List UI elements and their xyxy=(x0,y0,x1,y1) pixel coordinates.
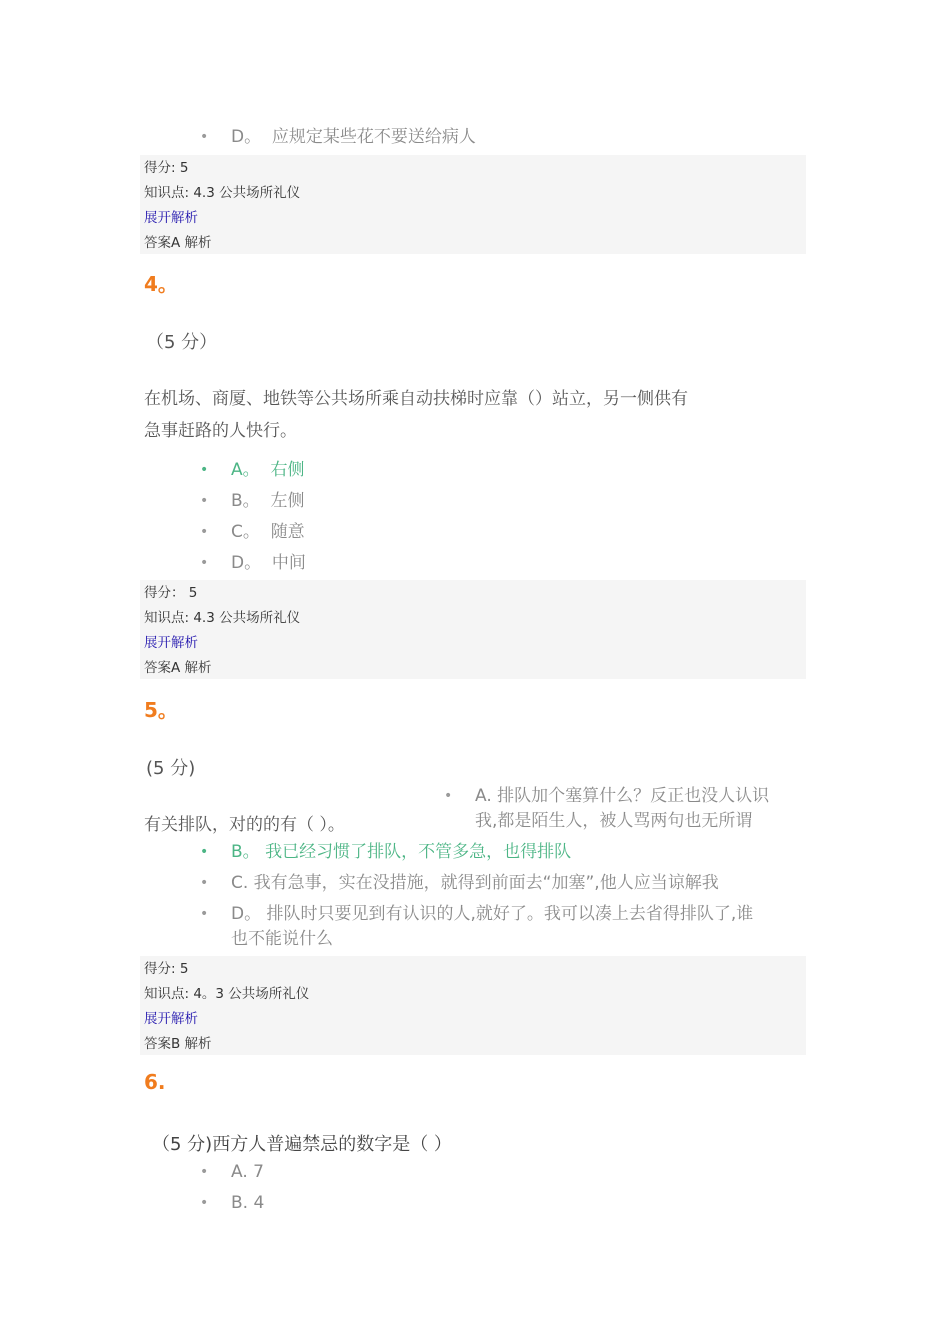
score: 得分： 5 xyxy=(144,585,198,601)
option-text: A. 排队加个塞算什么？反正也没人认识 xyxy=(475,786,770,806)
bullet-icon: • xyxy=(200,1164,209,1180)
answer-analysis: 答案A 解析 xyxy=(144,660,212,676)
option-text: 我,都是陌生人，被人骂两句也无所谓 xyxy=(475,811,753,831)
bullet-icon: • xyxy=(200,129,209,145)
question-stem: 有关排队，对的的有（ ）。 xyxy=(144,815,345,835)
option-text: B。 我已经习惯了排队，不管多急，也得排队 xyxy=(231,842,572,862)
knowledge-point: 知识点: 4.3 公共场所礼仪 xyxy=(144,610,301,626)
bullet-icon: • xyxy=(200,555,209,571)
stem-line: 急事赶路的人快行。 xyxy=(144,421,297,441)
bullet-icon: • xyxy=(200,906,209,922)
question-points: (5 分) xyxy=(146,758,196,779)
question-number: 5。 xyxy=(144,698,178,722)
option-label: B。 xyxy=(231,491,260,511)
question-points: （5 分） xyxy=(146,332,218,353)
option-text: 左侧 xyxy=(270,491,305,511)
score: 得分: 5 xyxy=(144,961,189,977)
answer-analysis: 答案A 解析 xyxy=(144,235,212,251)
question-number: 6. xyxy=(144,1070,166,1094)
option-text: C. 我有急事，实在没措施，就得到前面去“加塞”,他人应当谅解我 xyxy=(231,873,719,893)
bullet-icon: • xyxy=(200,1195,209,1211)
question-number: 4。 xyxy=(144,272,178,296)
option-text: 也不能说什么 xyxy=(231,929,333,949)
expand-analysis-link[interactable]: 展开解析 xyxy=(144,1011,198,1027)
option-label: D。 xyxy=(231,127,262,147)
bullet-icon: • xyxy=(200,524,209,540)
bullet-icon: • xyxy=(200,844,209,860)
bullet-icon: • xyxy=(444,788,453,804)
q4-result-box xyxy=(140,580,806,679)
option-text: 右侧 xyxy=(270,460,305,480)
bullet-icon: • xyxy=(200,875,209,891)
question-stem: （5 分)西方人普遍禁忌的数字是（ ） xyxy=(152,1134,452,1155)
option-text: A. 7 xyxy=(231,1162,264,1182)
option-text: 随意 xyxy=(270,522,305,542)
option-text: 应规定某些花不要送给病人 xyxy=(271,127,476,147)
option-text: B. 4 xyxy=(231,1193,265,1213)
option-label: D。 xyxy=(231,553,262,573)
knowledge-point: 知识点: 4。3 公共场所礼仪 xyxy=(144,986,310,1002)
option-label: A。 xyxy=(231,460,260,480)
option-label: C。 xyxy=(231,522,260,542)
expand-analysis-link[interactable]: 展开解析 xyxy=(144,635,198,651)
bullet-icon: • xyxy=(200,493,209,509)
expand-analysis-link[interactable]: 展开解析 xyxy=(144,210,198,226)
bullet-icon: • xyxy=(200,462,209,478)
answer-analysis: 答案B 解析 xyxy=(144,1036,212,1052)
knowledge-point: 知识点: 4.3 公共场所礼仪 xyxy=(144,185,301,201)
option-text: D。 排队时只要见到有认识的人,就好了。我可以凑上去省得排队了,谁 xyxy=(231,904,754,924)
q3-result-box xyxy=(140,155,806,254)
q5-result-box xyxy=(140,956,806,1055)
stem-line: 在机场、商厦、地铁等公共场所乘自动扶梯时应靠（）站立，另一侧供有 xyxy=(144,389,688,409)
option-text: 中间 xyxy=(271,553,306,573)
question-stem xyxy=(144,383,688,447)
score: 得分: 5 xyxy=(144,160,189,176)
